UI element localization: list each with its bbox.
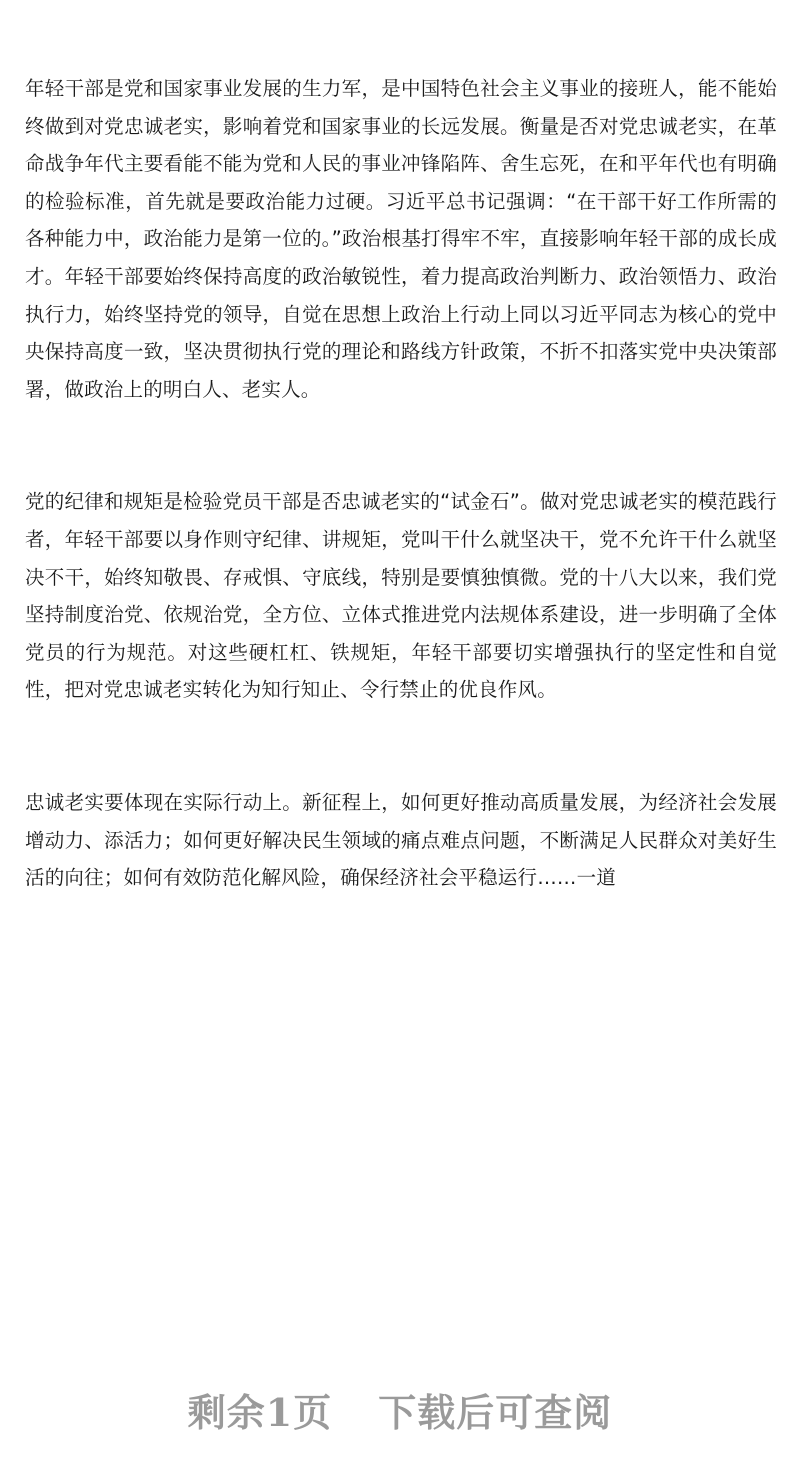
download-hint-label: 下载后可查阅 <box>378 1390 613 1435</box>
paragraph-2: 党的纪律和规矩是检验党员干部是否忠诚老实的“试金石”。做对党忠诚老实的模范践行者，年轻干部要以身作则守纪律、讲规矩，党叫干什么就坚决干，党不允许干什么就坚决不干，始终知敬畏、存戒惧、守底线，特别是要慎独慎微。党的十八大以来，我们党坚持制度治党、依规治党，全方位、立体式推进党内法规体系建设，进一步明确了全体党员的行为规范。对这些硬杠杠、铁规矩，年轻干部要切实增强执行的坚定性和自觉性，把对党忠诚老实转化为知行知止、令行禁止的优良作风。 <box>25 490 777 702</box>
paragraph-3: 忠诚老实要体现在实际行动上。新征程上，如何更好推动高质量发展，为经济社会发展增动力、添活力；如何更好解决民生领域的痛点难点问题，不断满足人民群众对美好生活的向往；如何有效防范化解风险，确保经济社会平稳运行……一道 <box>25 790 777 890</box>
remaining-pages-banner[interactable] <box>0 1382 800 1437</box>
paragraph-1: 年轻干部是党和国家事业发展的生力军，是中国特色社会主义事业的接班人，能不能始终做到对党忠诚老实，影响着党和国家事业的长远发展。衡量是否对党忠诚老实，在革命战争年代主要看能不能为党和人民的事业冲锋陷阵、舍生忘死，在和平年代也有明确的检验标准，首先就是要政治能力过硬。习近平总书记强调：“在干部干好工作所需的各种能力中，政治能力是第一位的。”政治根基打得牢不牢，直接影响年轻干部的成长成才。年轻干部要始终保持高度的政治敏锐性，着力提高政治判断力、政治领悟力、政治执行力，始终坚持党的领导，自觉在思想上政治上行动上同以习近平同志为核心的党中央保持高度一致，坚决贯彻执行党的理论和路线方针政策，不折不扣落实党中央决策部署，做政治上的明白人、老实人。 <box>25 77 777 401</box>
article-body <box>25 70 777 897</box>
remaining-pages-label: 剩余1页 <box>187 1390 333 1435</box>
